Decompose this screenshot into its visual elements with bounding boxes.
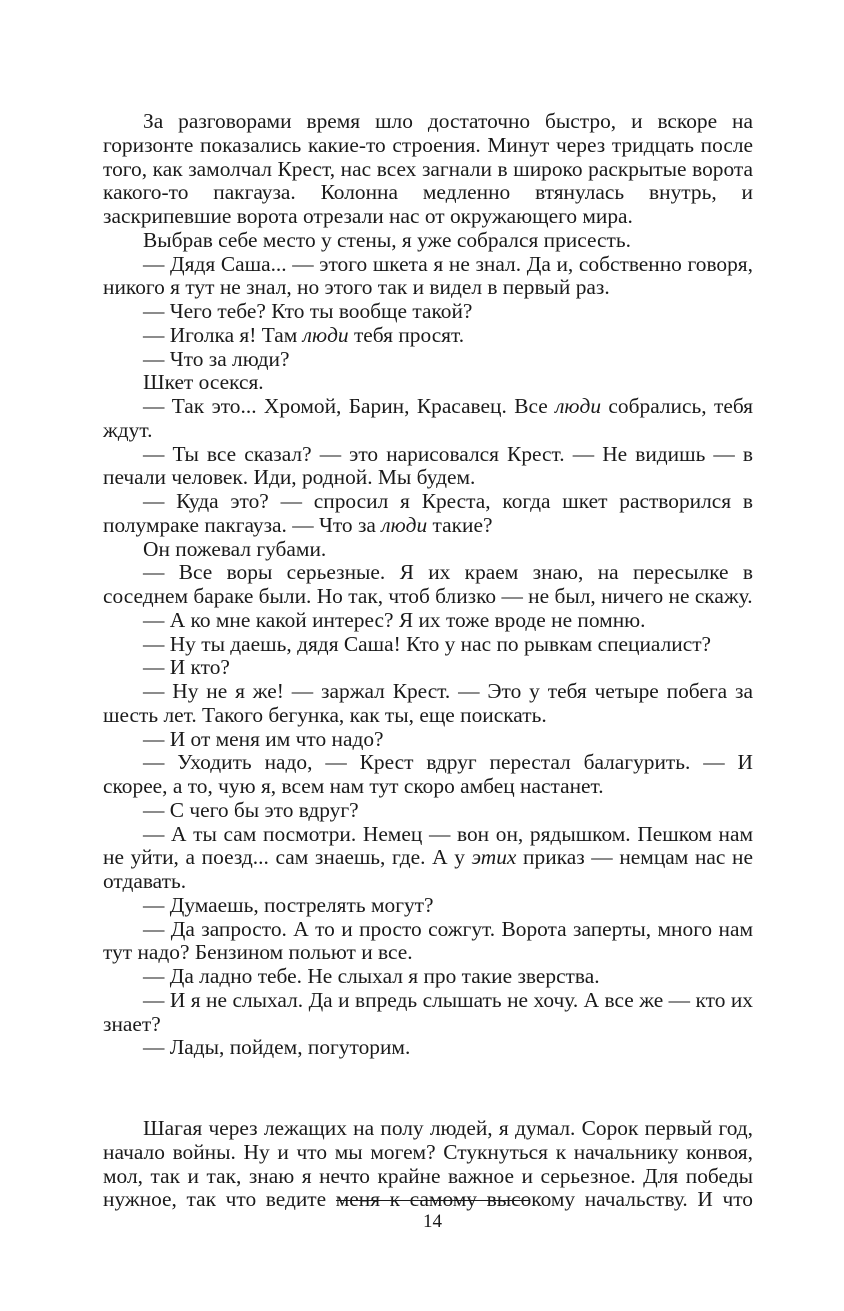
- page-body: [103, 110, 753, 1212]
- paragraph-20: [103, 823, 753, 894]
- footer-rule: [336, 1200, 529, 1201]
- paragraph-4: — Чего тебе? Кто ты вообще такой?: [143, 299, 473, 323]
- paragraph-25: — Лады, пойдем, погуторим.: [143, 1035, 411, 1060]
- paragraph-3: — Дядя Саша... — этого шкета я не знал. Да и, собственно говоря, никого я тут не знал, но этого так и видел в первый раз.: [103, 251, 753, 300]
- paragraph-20-text: — А ты сам посмотри. Немец — вон он, рядышком. Пешком нам не уйти, а поезд... сам знаешь, где. А у: [103, 821, 753, 870]
- paragraph-15: — И кто?: [143, 655, 230, 680]
- paragraph-10-text-end: такие?: [427, 512, 493, 537]
- paragraph-9: — Ты все сказал? — это нарисовался Крест. — Не видишь — в печали человек. Иди, родной. Мы будем.: [103, 441, 753, 490]
- paragraph-10-text: — Куда это? — спросил я Креста, когда шкет растворился в полумраке пакгауза. — Что за: [103, 489, 753, 537]
- paragraph-8-text-end: собрались, тебя ждут.: [103, 394, 754, 442]
- paragraph-17: — И от меня им что надо?: [143, 726, 384, 751]
- paragraph-6: — Что за люди?: [143, 346, 290, 371]
- paragraph-10-italic: люди: [381, 512, 428, 537]
- paragraph-23: — Да ладно тебе. Не слыхал я про такие зверства.: [143, 964, 600, 988]
- paragraph-5-text: — Иголка я! Там: [143, 322, 303, 347]
- paragraph-7: Шкет осекся.: [143, 370, 264, 395]
- paragraph-18: — Уходить надо, — Крест вдруг перестал балагурить. — И скорее, а то, чую я, всем нам тут скоро амбец настанет.: [103, 750, 753, 798]
- paragraph-24: — И я не слыхал. Да и впредь слышать не хочу. А все же — кто их знает?: [103, 987, 753, 1036]
- paragraph-20-italic: этих: [471, 845, 517, 870]
- paragraph-19: — С чего бы это вдруг?: [143, 797, 359, 822]
- paragraph-8: [103, 395, 753, 443]
- paragraph-16: — Ну не я же! — заржал Крест. — Это у тебя четыре побега за шесть лет. Такого бегунка, как ты, еще поискать.: [103, 679, 753, 727]
- paragraph-20-text-end: приказ — немцам нас не отдавать.: [103, 845, 753, 893]
- paragraph-1: За разговорами время шло достаточно быстро, и вскоре на горизонте показались какие-то строения. Минут через тридцать после того, как замолчал Крест, нас всех загнали в широко раскрытые ворота какого-то пакгауза. Колонна медленно втянулась внутрь, и заскрипевшие ворота отрезали нас от окружающего мира.: [103, 109, 753, 228]
- paragraph-22: — Да запросто. А то и просто сожгут. Ворота заперты, много нам тут надо? Бензином польют и все.: [103, 916, 753, 965]
- section-break: [103, 1060, 753, 1117]
- paragraph-14: — Ну ты даешь, дядя Саша! Кто у нас по рывкам специалист?: [143, 631, 712, 656]
- paragraph-5-text-end: тебя просят.: [348, 322, 465, 347]
- paragraph-after-break: Шагая через лежащих на полу людей, я думал. Сорок первый год, начало войны. Ну и что мы могем? Стукнуться к начальнику конвоя, мол, так и так, знаю я нечто крайне важное и серьезное. Для победы нужное, так что ведите меня к самому высокому начальству. И что: [103, 1116, 753, 1212]
- paragraph-8-text: — Так это... Хромой, Барин, Красавец. Все: [143, 394, 556, 418]
- paragraph-11: Он пожевал губами.: [143, 536, 327, 561]
- paragraph-10: [103, 490, 753, 538]
- paragraph-13: — А ко мне какой интерес? Я их тоже вроде не помню.: [143, 607, 646, 632]
- paragraph-5-italic: люди: [302, 322, 349, 347]
- paragraph-5: [103, 324, 753, 348]
- paragraph-2: Выбрав себе место у стены, я уже собрался присесть.: [143, 227, 631, 252]
- paragraph-21: — Думаешь, пострелять могут?: [143, 892, 434, 917]
- paragraph-12: — Все воры серьезные. Я их краем знаю, на пересылке в соседнем бараке были. Но так, чтоб близко — не был, ничего не скажу.: [103, 560, 753, 608]
- paragraph-8-italic: люди: [555, 394, 602, 418]
- page-number: 14: [423, 1211, 442, 1232]
